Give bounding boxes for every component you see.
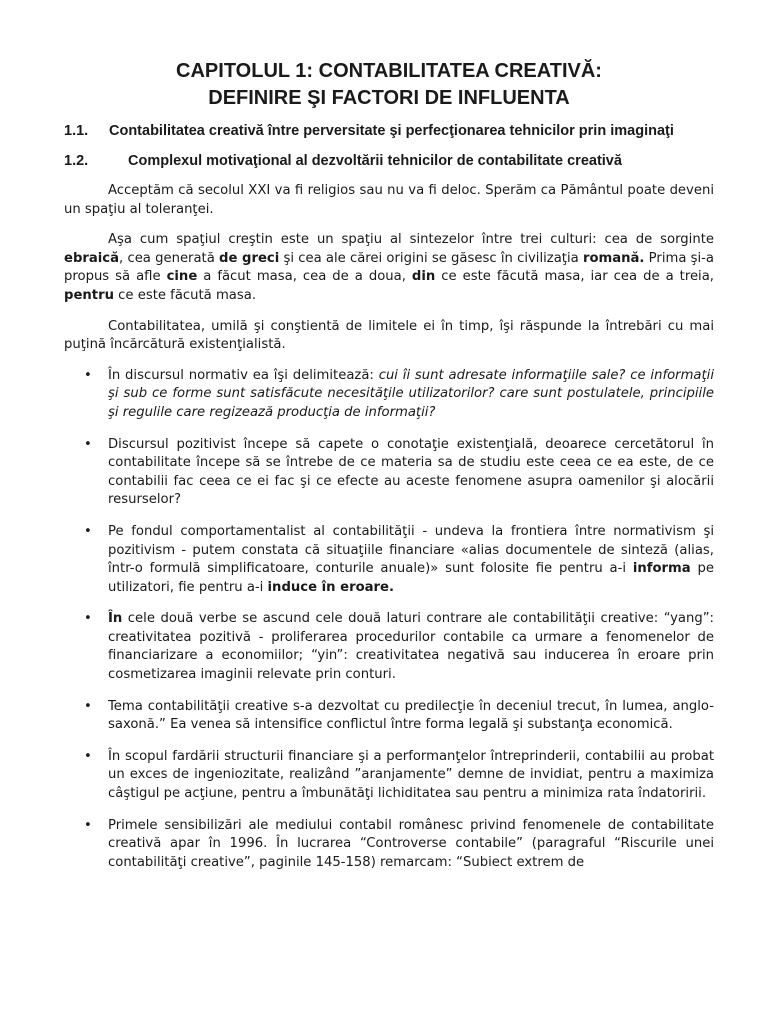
bold-text-run: În <box>108 611 123 627</box>
text-run: cele două verbe se ascund cele două laturi contrare ale contabilităţii creative: “yang”: creativitatea pozitivă - proliferarea procedurilor contabile ca urmare a fenomenelor de financiarizare a economiilor; “yin”: creativitatea negativă sau inducerea în eroare prin cosmetizarea imaginii relevate prin conturi. <box>108 611 714 683</box>
list-item-text <box>108 610 714 684</box>
paragraph <box>64 182 714 219</box>
section-number: 1.1. <box>64 123 89 139</box>
bullet-icon: • <box>84 367 92 383</box>
text-run: Prima şi-a propus să afle <box>64 250 714 285</box>
section-heading-text: Complexul motivaţional al dezvoltării tehnicilor de contabilitate creativă <box>128 153 622 169</box>
text-run: Acceptăm că secolul XXI va fi religios sau nu va fi deloc. Sperăm ca Pământul poate deveni un spaţiu al toleranţei. <box>64 183 714 217</box>
text-run: Primele sensibilizări ale mediului contabil românesc privind fenomenele de contabilitate creativă apar în 1996. În lucrarea “Controverse contabile” (paragraful “Riscurile unei contabilităţi creative”, paginile 145-158) remarcam: “Subiect extrem de <box>108 817 714 870</box>
text-run: În discursul normativ ea îşi delimitează: <box>108 367 379 383</box>
section-heading-1-1 <box>64 122 714 140</box>
text-run: Tema contabilităţii creative s-a dezvoltat cu predilecţie în deceniul trecut, în lumea, anglo-saxonă.” Ea venea să intensifice conflictul între forma legală şi substanţa economică. <box>108 698 714 733</box>
bold-text-run: din <box>411 269 436 285</box>
text-run: ce este făcută masa. <box>113 287 257 303</box>
list-item-text <box>108 698 714 735</box>
list-item <box>64 367 714 423</box>
chapter-title <box>64 58 714 112</box>
list-item-text <box>108 748 714 804</box>
section-heading-text: Contabilitatea creativă între perversitate şi perfecţionarea tehnicilor prin imaginaţi <box>109 123 674 139</box>
list-item <box>64 523 714 597</box>
bold-text-run: pentru <box>64 287 114 303</box>
text-run: a făcut masa, cea de a doua, <box>197 269 412 285</box>
bold-text-run: ebraică <box>64 250 120 266</box>
bullet-icon: • <box>84 698 92 714</box>
text-run: Pe fondul comportamentalist al contabilităţii - undeva la frontiera între normativism şi pozitivism - putem constata că situaţiile financiare «alias documentele de sinteză (alias, într-o formulă simplificatoare, conturile anuale)» sunt folosite fie pentru a-i <box>108 523 714 577</box>
list-item <box>64 748 714 804</box>
text-run: , cea generată <box>119 250 220 266</box>
bold-text-run: induce în eroare. <box>267 579 394 595</box>
bullet-icon: • <box>84 817 92 833</box>
italic-text-run: cui îi sunt adresate informaţiile sale? ce informaţii şi sub ce forme sunt satisfăcute necesităţile utilizatorilor? care sunt postulatele, principiile şi regulile care regizează producţia de informaţii? <box>108 367 715 420</box>
bold-text-run: romană. <box>582 250 645 266</box>
list-item-text <box>108 367 714 423</box>
list-item <box>64 817 714 873</box>
text-run: Contabilitatea, umilă şi conştientă de limitele ei în timp, îşi răspunde la întrebări cu mai puţină încărcătură existenţialistă. <box>64 318 714 353</box>
bold-text-run: de greci <box>219 250 280 266</box>
paragraph <box>64 231 714 305</box>
text-run: În scopul fardării structurii financiare şi a performanţelor întreprinderii, contabilii au probat un exces de ingeniozitate, realizând ”aranjamente” demne de invidiat, pentru a maximiza câştigul pe acţiune, pentru a îmbunătăţi lichiditatea sau pentru a minimiza rata îndatoririi. <box>108 748 714 802</box>
list-item <box>64 436 714 510</box>
document-page <box>64 58 714 885</box>
chapter-title-line1: CAPITOLUL 1: CONTABILITATEA CREATIVĂ: <box>176 60 602 82</box>
text-run: şi cea ale cărei origini se găsesc în civilizaţia <box>279 250 583 266</box>
text-run: ce este făcută masa, iar cea de a treia, <box>435 269 714 285</box>
bullet-icon: • <box>84 611 92 627</box>
list-item <box>64 698 714 735</box>
list-item-text <box>108 523 714 597</box>
chapter-title-line2: DEFINIRE ŞI FACTORI DE INFLUENTA <box>208 87 570 109</box>
text-run: pe utilizatori, fie pentru a-i <box>108 561 714 595</box>
bold-text-run: informa <box>632 561 691 577</box>
bold-text-run: cine <box>166 269 198 285</box>
bullet-icon: • <box>84 436 92 452</box>
bullet-icon: • <box>84 748 92 764</box>
text-run: Discursul pozitivist începe să capete o conotaţie existenţială, deoarece cercetătorul în contabilitate începe să se întrebe de ce materia sa de studiu este ceea ce ea este, de ce contabilii fac ceea ce ei fac şi ce efecte au aceste fenomene asupra oamenilor şi alocării resurselor? <box>108 436 714 508</box>
bullet-list <box>64 367 714 873</box>
list-item <box>64 610 714 684</box>
paragraph <box>64 318 714 355</box>
section-number: 1.2. <box>64 153 89 169</box>
bullet-icon: • <box>84 523 92 539</box>
list-item-text <box>108 817 714 873</box>
list-item-text <box>108 436 714 510</box>
text-run: Aşa cum spaţiul creştin este un spaţiu al sintezelor între trei culturi: cea de sorginte <box>108 232 714 248</box>
section-heading-1-2 <box>64 152 714 170</box>
